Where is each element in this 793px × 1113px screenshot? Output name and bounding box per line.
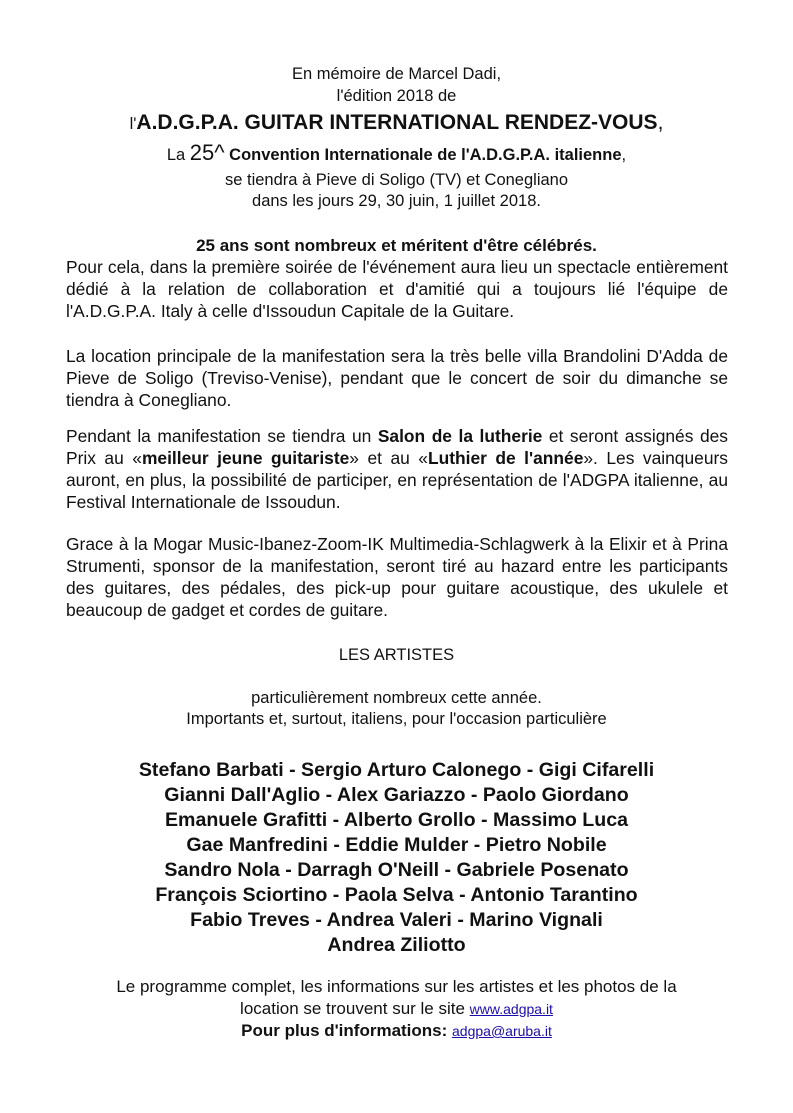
artists-heading: LES ARTISTES [338,646,455,664]
footer-line-2 [0,998,793,1020]
convention-suffix: , [621,146,627,164]
artists-list [0,758,793,958]
venue-line: se tiendra à Pieve di Soligo (TV) et Conegliano [224,171,569,189]
artists-line: Stefano Barbati - Sergio Arturo Calonego - Gigi Cifarelli [138,759,655,781]
salon-text-3: » et au « [349,448,428,468]
artists-line: Fabio Treves - Andrea Valeri - Marino Vignali [190,909,603,931]
site-link[interactable]: www.adgpa.it [469,1001,553,1017]
contact-label: Pour plus d'informations: [241,1021,453,1040]
prize-young-guitarist: meilleur jeune guitariste [141,448,350,468]
anniversary-headline: 25 ans sont nombreux et méritent d'être célébrés. [196,236,597,255]
intro-paragraph: Pour cela, dans la première soirée de l'événement aura lieu un spectacle entièrement dédié à la relation de collaboration et d'amitié qui a toujours lié l'équipe de l'A.D.G.P.A. Italy à celle d'Issoudun Capitale de la Guitare. [66,257,728,321]
footer-line-1: Le programme complet, les informations sur les artistes et les photos de la [116,977,677,996]
footer-line-3 [0,1020,793,1042]
artists-sub-1: particulièrement nombreux cette année. [251,689,542,707]
prize-luthier: Luthier de l'année [427,448,584,468]
artists-sub-2: Importants et, surtout, italiens, pour l'occasion particulière [186,710,607,728]
artists-line: Gianni Dall'Aglio - Alex Gariazzo - Paolo Giordano [164,784,629,806]
convention-title: Convention Internationale de l'A.D.G.P.A. italienne [224,146,622,164]
edition-line: l'édition 2018 de [336,87,457,105]
title-text: A.D.G.P.A. GUITAR INTERNATIONAL RENDEZ-VOUS [136,111,658,134]
email-link[interactable]: adgpa@aruba.it [452,1023,552,1039]
event-title [0,109,793,138]
artists-line: Andrea Ziliotto [327,934,466,956]
salon-text-2: et seront assignés des Prix au « [66,426,728,468]
convention-number: 25^ [189,140,225,165]
title-suffix: , [657,111,664,134]
memorial-line: En mémoire de Marcel Dadi, [291,65,502,83]
salon-lutherie: Salon de la lutherie [377,426,543,446]
artists-line: François Sciortino - Paola Selva - Antonio Tarantino [155,884,638,906]
artists-line: Emanuele Grafitti - Alberto Grollo - Massimo Luca [164,809,629,831]
dates-line: dans les jours 29, 30 juin, 1 juillet 2018. [252,192,541,210]
location-paragraph: La location principale de la manifestation sera la très belle villa Brandolini D'Adda de Pieve de Soligo (Treviso-Venise), pendant que le concert de soir du dimanche se tiendra à Conegliano. [66,346,728,410]
salon-text-4: ». Les vainqueurs auront, en plus, la possibilité de participer, en représentation de l'ADGPA italienne, au Festival Internationale de Issoudun. [66,448,728,512]
convention-prefix: La [166,146,190,164]
artists-line: Sandro Nola - Darragh O'Neill - Gabriele Posenato [164,859,629,881]
artists-line: Gae Manfredini - Eddie Mulder - Pietro Nobile [186,834,607,856]
sponsors-paragraph: Grace à la Mogar Music-Ibanez-Zoom-IK Multimedia-Schlagwerk à la Elixir et à Prina Strumenti, sponsor de la manifestation, seront tiré au hazard entre les participants des guitares, des pédales, des pick-up pour guitare acoustique, des ukulele et beaucoup de gadget et cordes de guitare. [66,534,728,620]
title-prefix: l' [129,115,137,133]
salon-text-1: Pendant la manifestation se tiendra un [66,426,378,446]
footer-site-text: location se trouvent sur le site [240,999,470,1018]
salon-paragraph [66,425,728,513]
convention-line [0,140,793,168]
